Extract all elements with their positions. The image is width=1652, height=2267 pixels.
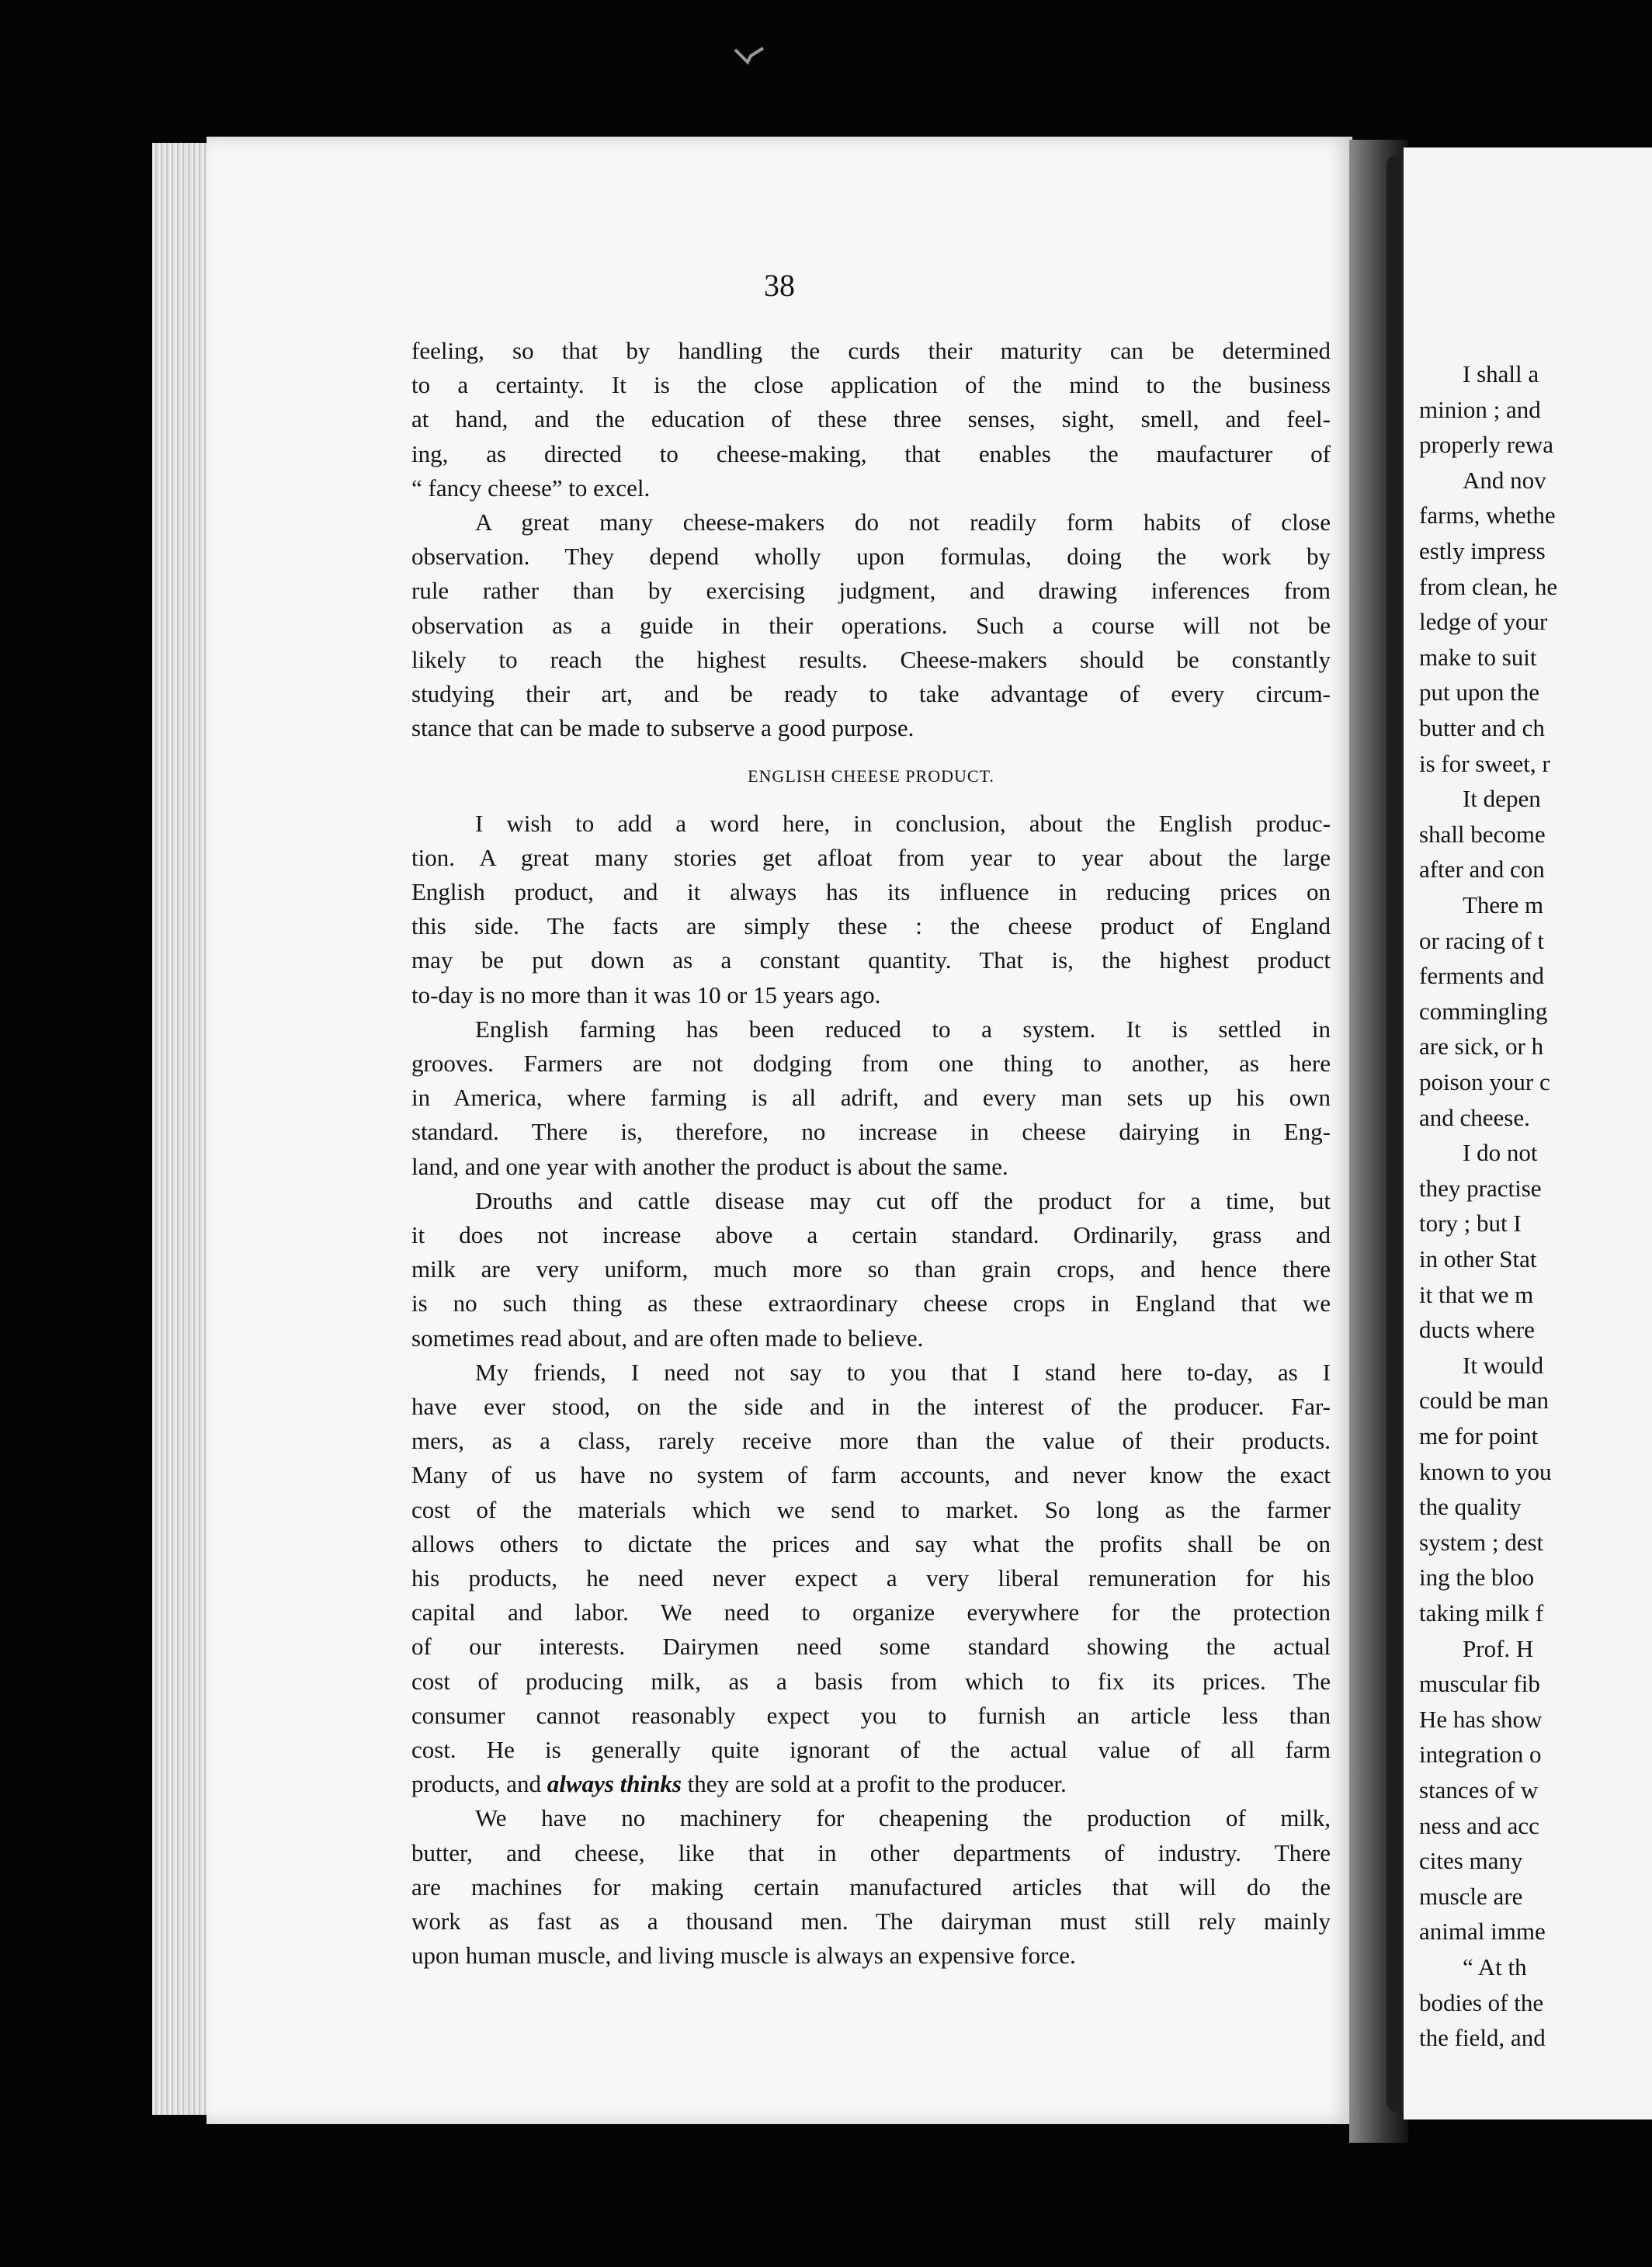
text-run: they are sold at a profit to the producer. [681, 1770, 1067, 1798]
text-line: tion. A great many stories get afloat from year to year about the large [411, 843, 1331, 871]
text-line: his products, he need never expect a very liberal remuneration for his [411, 1564, 1331, 1592]
text-line: estly impress [1419, 537, 1546, 564]
text-line: It depen [1463, 785, 1541, 813]
text-line: cost of the materials which we send to market. So long as the farmer [411, 1495, 1331, 1523]
text-line: muscular fib [1419, 1670, 1540, 1698]
text-line: it that we m [1419, 1280, 1534, 1308]
text-line: I do not [1463, 1139, 1538, 1167]
text-line: stances of w [1419, 1776, 1539, 1804]
text-line: upon human muscle, and living muscle is always an expensive force. [411, 1942, 1076, 1970]
text-line: studying their art, and be ready to take advantage of every circum- [411, 680, 1331, 707]
text-line: properly rewa [1419, 431, 1553, 459]
text-line: A great many cheese-makers do not readily form habits of close [475, 509, 1331, 536]
text-line: muscle are [1419, 1882, 1523, 1910]
text-line: I shall a [1463, 360, 1539, 387]
text-line: poison your c [1419, 1068, 1550, 1095]
text-line: observation. They depend wholly upon formulas, doing the work by [411, 543, 1331, 571]
text-line: animal imme [1419, 1918, 1546, 1946]
text-line: butter and ch [1419, 714, 1545, 741]
scan-mark-icon [734, 47, 765, 68]
emphasized-text: always thinks [547, 1770, 682, 1798]
text-line: butter, and cheese, like that in other departments of industry. There [411, 1838, 1331, 1866]
page-edges [152, 143, 206, 2115]
text-line: work as fast as a thousand men. The dairyman must still rely mainly [411, 1908, 1331, 1935]
text-line: And nov [1463, 466, 1546, 494]
text-line: integration o [1419, 1741, 1542, 1769]
text-line: from clean, he [1419, 572, 1558, 600]
text-line: known to you [1419, 1457, 1552, 1485]
text-line: put upon the [1419, 679, 1539, 706]
text-line: farms, whethe [1419, 502, 1556, 529]
text-line: capital and labor. We need to organize everywhere for the protection [411, 1599, 1331, 1626]
text-line: make to suit [1419, 643, 1537, 671]
text-line: and cheese. [1419, 1103, 1530, 1131]
text-line: He has show [1419, 1705, 1543, 1733]
text-line: “ At th [1463, 1953, 1527, 1981]
text-line: standard. There is, therefore, no increase in cheese dairying in Eng- [411, 1118, 1331, 1146]
section-heading: ENGLISH CHEESE PRODUCT. [748, 766, 994, 786]
text-line: I wish to add a word here, in conclusion, about the English produc- [475, 809, 1331, 837]
left-page [206, 137, 1352, 2124]
text-line: may be put down as a constant quantity. That is, the highest product [411, 946, 1331, 974]
text-line: it does not increase above a certain standard. Ordinarily, grass and [411, 1221, 1331, 1248]
text-line: the quality [1419, 1493, 1522, 1521]
text-line: are machines for making certain manufactured articles that will do the [411, 1873, 1331, 1901]
text-line: rule rather than by exercising judgment, and drawing inferences from [411, 577, 1331, 605]
text-line: system ; dest [1419, 1528, 1544, 1556]
text-line: There m [1463, 891, 1544, 918]
text-line: cites many [1419, 1847, 1523, 1875]
text-line: ledge of your [1419, 608, 1548, 636]
text-line: are sick, or h [1419, 1033, 1544, 1061]
text-line: My friends, I need not say to you that I stand here to-day, as I [475, 1358, 1331, 1386]
text-line: We have no machinery for cheapening the production of milk, [475, 1804, 1331, 1832]
text-line: “ fancy cheese” to excel. [411, 474, 651, 502]
text-line [411, 1767, 1331, 1801]
text-line: at hand, and the education of these three senses, sight, smell, and feel- [411, 405, 1331, 433]
text-line: in America, where farming is all adrift, and every man sets up his own [411, 1084, 1331, 1112]
text-line: sometimes read about, and are often made to believe. [411, 1324, 924, 1352]
text-line: Many of us have no system of farm accounts, and never know the exact [411, 1461, 1331, 1489]
text-line: ferments and [1419, 962, 1544, 990]
text-line: shall become [1419, 820, 1546, 848]
text-line: English farming has been reduced to a system. It is settled in [475, 1015, 1331, 1043]
text-line: taking milk f [1419, 1599, 1544, 1626]
text-line: is for sweet, r [1419, 749, 1550, 777]
right-page [1404, 148, 1652, 2119]
text-line: is no such thing as these extraordinary cheese crops in England that we [411, 1290, 1331, 1317]
text-line: land, and one year with another the product is about the same. [411, 1152, 1008, 1180]
text-line: It would [1463, 1351, 1544, 1379]
text-line: the field, and [1419, 2024, 1546, 2052]
text-line: Drouths and cattle disease may cut off the product for a time, but [475, 1186, 1331, 1214]
text-line: to-day is no more than it was 10 or 15 years ago. [411, 981, 881, 1009]
text-line: bodies of the [1419, 1988, 1544, 2016]
text-line: ness and acc [1419, 1811, 1539, 1839]
text-line: this side. The facts are simply these : the cheese product of England [411, 912, 1331, 940]
text-line: or racing of t [1419, 926, 1544, 954]
text-line: milk are very uniform, much more so than grain crops, and hence there [411, 1255, 1331, 1283]
text-line: ducts where [1419, 1316, 1535, 1344]
text-line: me for point [1419, 1422, 1539, 1449]
text-line: they practise [1419, 1174, 1542, 1202]
text-line: in other Stat [1419, 1245, 1537, 1272]
text-line: after and con [1419, 856, 1545, 884]
text-line: stance that can be made to subserve a good purpose. [411, 714, 914, 742]
text-line: ing, as directed to cheese-making, that enables the maufacturer of [411, 439, 1331, 467]
text-line: tory ; but I [1419, 1210, 1522, 1238]
text-line: likely to reach the highest results. Cheese-makers should be constantly [411, 645, 1331, 673]
text-line: allows others to dictate the prices and say what the profits shall be on [411, 1529, 1331, 1557]
text-line: ing the bloo [1419, 1564, 1535, 1592]
text-line: minion ; and [1419, 395, 1541, 423]
text-line: to a certainty. It is the close application of the mind to the business [411, 371, 1331, 399]
text-line: grooves. Farmers are not dodging from one thing to another, as here [411, 1050, 1331, 1077]
text-line: observation as a guide in their operations. Such a course will not be [411, 611, 1331, 639]
text-line: mers, as a class, rarely receive more than the value of their products. [411, 1427, 1331, 1455]
text-line: commingling [1419, 997, 1548, 1025]
text-line: cost of producing milk, as a basis from which to fix its prices. The [411, 1667, 1331, 1695]
text-line: cost. He is generally quite ignorant of the actual value of all farm [411, 1736, 1331, 1763]
text-line: of our interests. Dairymen need some standard showing the actual [411, 1633, 1331, 1661]
text-run: products, and [411, 1770, 547, 1798]
text-line: Prof. H [1463, 1634, 1534, 1662]
text-line: English product, and it always has its influence in reducing prices on [411, 878, 1331, 905]
text-line: consumer cannot reasonably expect you to furnish an article less than [411, 1701, 1331, 1729]
text-line: could be man [1419, 1387, 1550, 1415]
text-line: have ever stood, on the side and in the interest of the producer. Far- [411, 1393, 1331, 1420]
page-number: 38 [764, 268, 795, 303]
text-line: feeling, so that by handling the curds their maturity can be determined [411, 337, 1331, 364]
